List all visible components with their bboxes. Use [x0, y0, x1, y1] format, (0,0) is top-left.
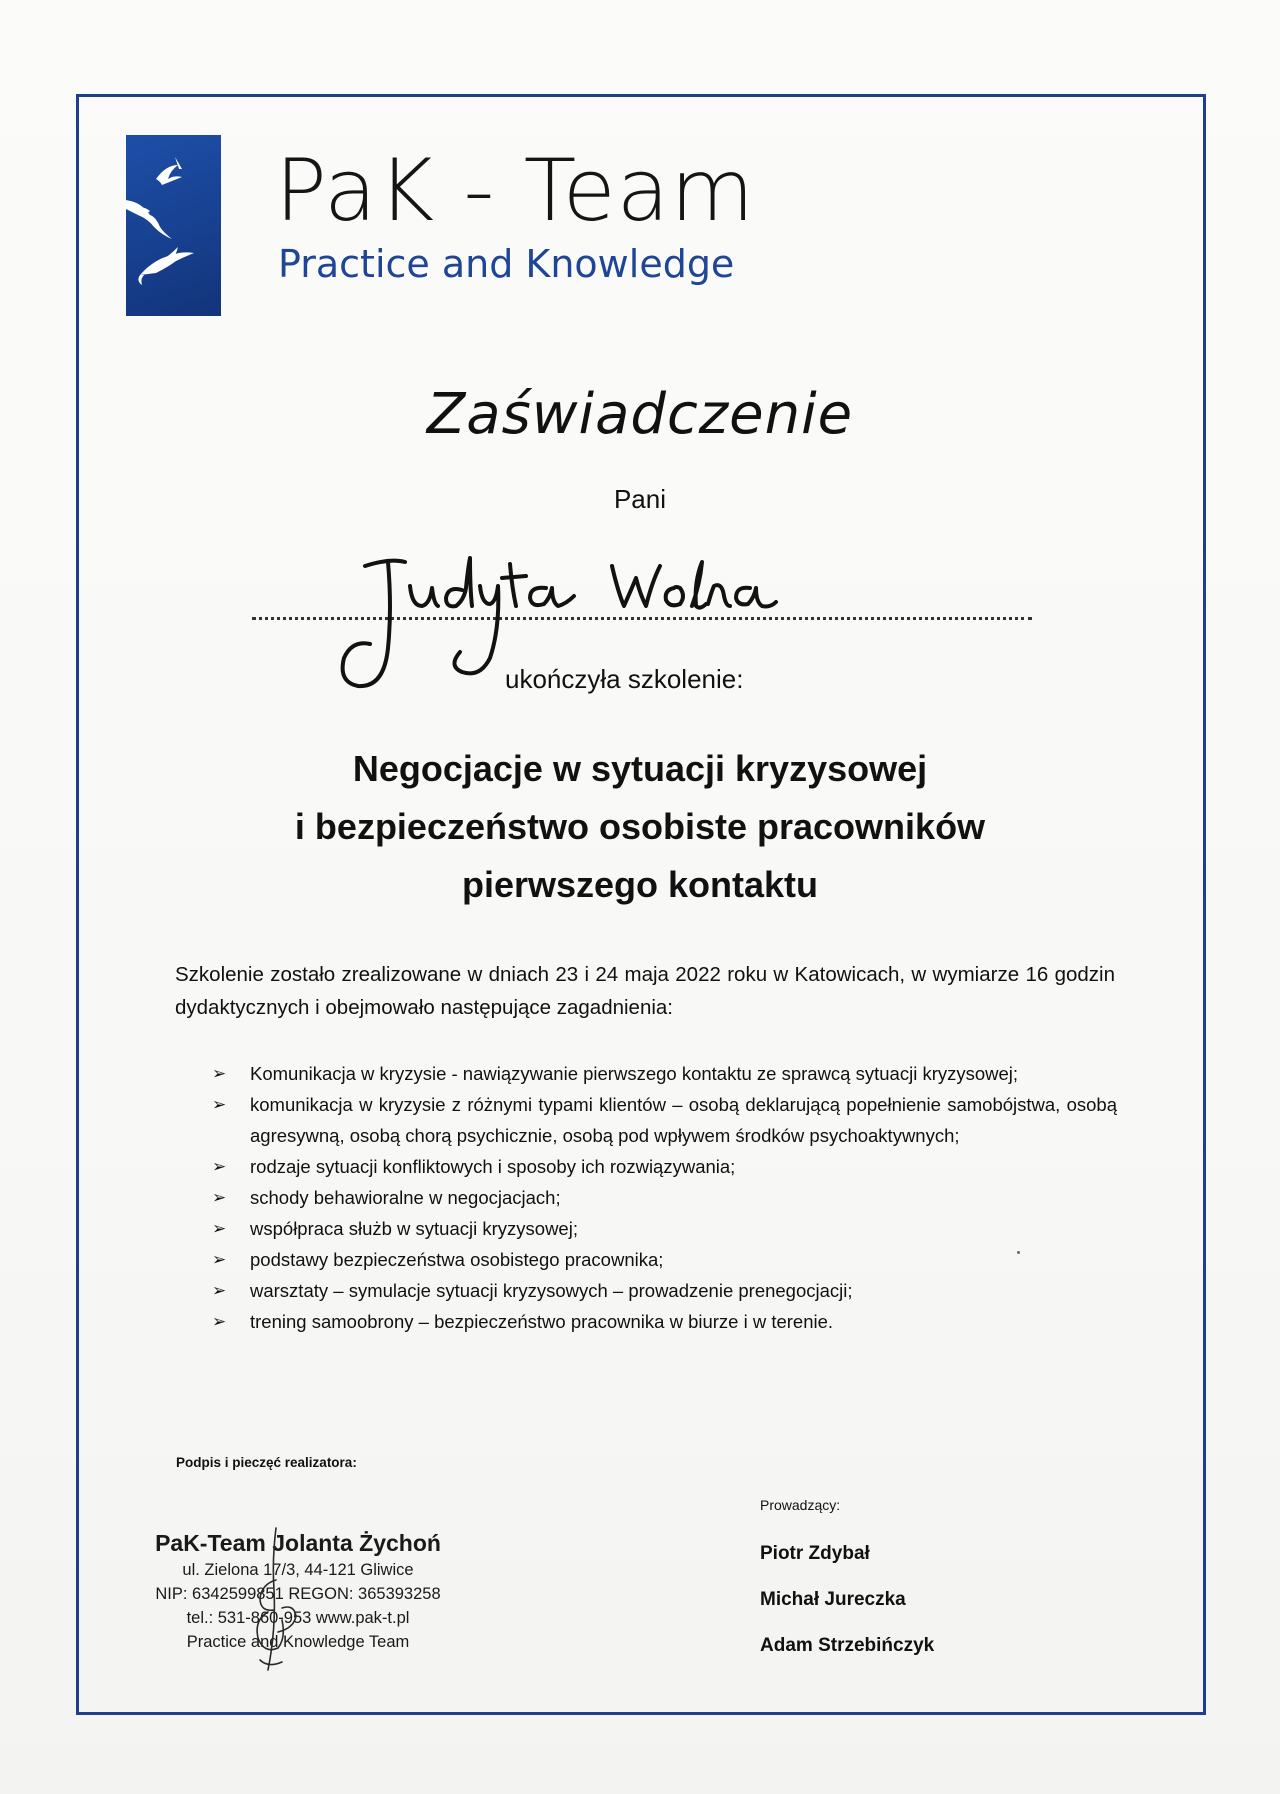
- arrow-bullet-icon: ➢: [212, 1312, 227, 1331]
- arrow-bullet-icon: ➢: [212, 1219, 227, 1238]
- stamp-company-name: PaK-Team Jolanta Żychoń: [155, 1530, 441, 1556]
- course-title: [0, 740, 1280, 914]
- topics-list: [212, 1058, 1117, 1337]
- stamp-contact: tel.: 531-860-953 www.pak-t.pl: [186, 1609, 410, 1627]
- arrow-bullet-icon: ➢: [212, 1064, 227, 1083]
- arrow-bullet-icon: ➢: [212, 1095, 227, 1114]
- document-title: Zaświadczenie: [426, 382, 854, 447]
- trainer-name: Michał Jureczka: [760, 1589, 906, 1610]
- stamp-tagline: Practice and Knowledge Team: [186, 1633, 410, 1651]
- stamp-address: ul. Zielona 17/3, 44-121 Gliwice: [182, 1561, 414, 1579]
- trainers-label: Prowadzący:: [760, 1497, 841, 1513]
- trainer-name: Piotr Zdybał: [760, 1543, 870, 1564]
- brand-subtitle: Practice and Knowledge: [278, 242, 735, 286]
- course-title-line-2: i bezpieczeństwo osobiste pracowników: [294, 806, 986, 847]
- list-item: ➢ schody behawioralne w negocjacjach;: [212, 1182, 1117, 1213]
- list-item: ➢ podstawy bezpieczeństwa osobistego pracownika;: [212, 1244, 1117, 1275]
- brand-title: PaK - Team: [275, 141, 756, 241]
- list-item: ➢ komunikacja w kryzysie z różnymi typami klientów – osobą deklarującą popełnienie samobójstwa, osobą agresywną, osobą chorą psychicznie, osobą pod wpływem środków psychoaktywnych;: [212, 1089, 1117, 1151]
- list-item: ➢ trening samoobrony – bezpieczeństwo pracownika w biurze i w terenie.: [212, 1306, 1117, 1337]
- trainers-list: [760, 1531, 934, 1669]
- list-item: ➢ Komunikacja w kryzysie - nawiązywanie pierwszego kontaktu ze sprawcą sytuacji kryzysowej;: [212, 1058, 1117, 1089]
- course-title-line-3: pierwszego kontaktu: [461, 864, 819, 905]
- arrow-bullet-icon: ➢: [212, 1188, 227, 1207]
- arrow-bullet-icon: ➢: [212, 1281, 227, 1300]
- list-item: ➢ warsztaty – symulacje sytuacji kryzysowych – prowadzenie prenegocjacji;: [212, 1275, 1117, 1306]
- list-item: ➢ rodzaje sytuacji konfliktowych i sposoby ich rozwiązywania;: [212, 1151, 1117, 1182]
- list-item: ➢ współpraca służb w sytuacji kryzysowej;: [212, 1213, 1117, 1244]
- trainer-name: Adam Strzebińczyk: [760, 1635, 935, 1656]
- bird-logo-icon: [126, 135, 221, 316]
- salutation: Pani: [613, 484, 667, 514]
- completed-training-text: ukończyła szkolenie:: [505, 664, 744, 694]
- realizer-signature: [238, 1520, 308, 1680]
- course-title-line-1: Negocjacje w sytuacji kryzysowej: [352, 748, 928, 789]
- paper-speck: [1017, 1251, 1020, 1254]
- signature-label: Podpis i pieczęć realizatora:: [176, 1455, 357, 1470]
- stamp-ids: NIP: 6342599851 REGON: 365393258: [155, 1585, 441, 1603]
- arrow-bullet-icon: ➢: [212, 1157, 227, 1176]
- arrow-bullet-icon: ➢: [212, 1250, 227, 1269]
- training-description: Szkolenie zostało zrealizowane w dniach 23 i 24 maja 2022 roku w Katowicach, w wymiarze 16 godzin dydaktycznych i obejmowało następujące zagadnienia:: [175, 963, 1115, 1019]
